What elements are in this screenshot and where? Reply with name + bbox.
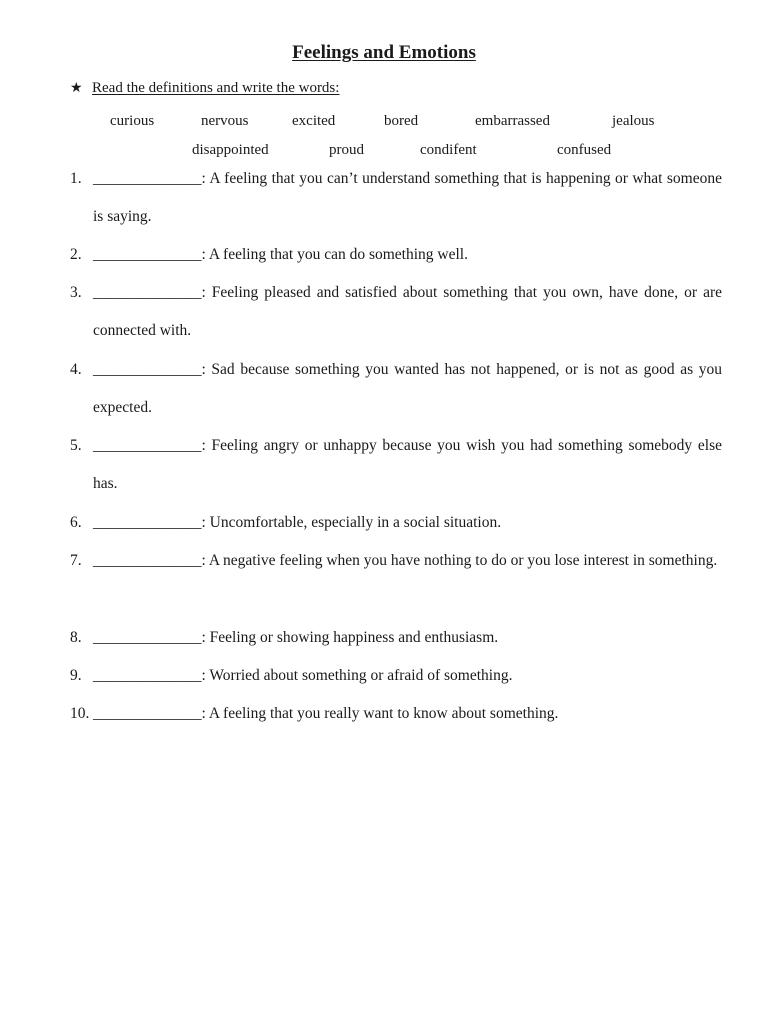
item-definition: : A feeling that you really want to know about something. bbox=[201, 705, 559, 722]
item-number: 10. bbox=[70, 705, 90, 722]
star-icon: ★ bbox=[70, 81, 83, 96]
word-bank-item: bored bbox=[384, 113, 419, 129]
item-body bbox=[93, 657, 722, 695]
list-item bbox=[70, 351, 722, 427]
item-body bbox=[93, 619, 722, 657]
item-definition: : Sad because something you wanted has not happened, or is not as good as you expected. bbox=[93, 361, 722, 416]
answer-blank[interactable]: ______________ bbox=[93, 246, 202, 263]
item-body bbox=[93, 504, 722, 542]
item-definition: : Feeling or showing happiness and enthusiasm. bbox=[201, 629, 499, 646]
answer-blank[interactable]: ______________ bbox=[93, 170, 202, 187]
item-definition: : Worried about something or afraid of something. bbox=[201, 667, 513, 684]
item-body bbox=[93, 160, 722, 236]
answer-blank[interactable]: ______________ bbox=[93, 361, 202, 378]
list-item bbox=[70, 504, 722, 542]
word-bank-item: condifent bbox=[420, 142, 477, 158]
word-bank-item: nervous bbox=[201, 113, 249, 129]
answer-blank[interactable]: ______________ bbox=[93, 667, 202, 684]
answer-blank[interactable]: ______________ bbox=[93, 284, 202, 301]
item-number: 8. bbox=[70, 629, 82, 646]
item-number: 7. bbox=[70, 552, 82, 569]
list-item bbox=[70, 160, 722, 236]
answer-blank[interactable]: ______________ bbox=[93, 629, 202, 646]
list-item bbox=[70, 274, 722, 350]
item-body bbox=[93, 695, 722, 733]
item-number: 5. bbox=[70, 437, 82, 454]
word-bank-item: excited bbox=[292, 113, 336, 129]
item-definition: : A feeling that you can do something well. bbox=[201, 246, 468, 263]
list-item bbox=[70, 236, 722, 274]
answer-blank[interactable]: ______________ bbox=[93, 514, 202, 531]
item-body bbox=[93, 351, 722, 427]
instruction-text: Read the definitions and write the words: bbox=[92, 80, 340, 96]
item-body bbox=[93, 542, 722, 580]
list-item bbox=[70, 695, 722, 733]
word-bank-item: embarrassed bbox=[475, 113, 550, 129]
word-bank-item: confused bbox=[557, 142, 612, 158]
item-number: 2. bbox=[70, 246, 82, 263]
instruction bbox=[70, 78, 339, 99]
answer-blank[interactable]: ______________ bbox=[93, 705, 202, 722]
list-item bbox=[70, 427, 722, 503]
word-bank-item: disappointed bbox=[192, 142, 269, 158]
item-definition: : A feeling that you can’t understand something that is happening or what someone is saying. bbox=[93, 170, 722, 225]
word-bank-item: curious bbox=[110, 113, 155, 129]
item-definition: : A negative feeling when you have nothing to do or you lose interest in something. bbox=[201, 552, 718, 569]
item-body bbox=[93, 274, 722, 350]
answer-blank[interactable]: ______________ bbox=[93, 437, 202, 454]
word-bank-item: proud bbox=[329, 142, 364, 158]
item-definition: : Uncomfortable, especially in a social situation. bbox=[201, 514, 502, 531]
item-number: 9. bbox=[70, 667, 82, 684]
item-definition: : Feeling angry or unhappy because you wish you had something somebody else has. bbox=[93, 437, 722, 492]
word-bank-item: jealous bbox=[612, 113, 655, 129]
answer-blank[interactable]: ______________ bbox=[93, 552, 202, 569]
list-item bbox=[70, 657, 722, 695]
page-title: Feelings and Emotions bbox=[292, 42, 476, 63]
list-item bbox=[70, 619, 722, 657]
item-definition: : Feeling pleased and satisfied about something that you own, have done, or are connected with. bbox=[93, 284, 722, 339]
item-number: 6. bbox=[70, 514, 82, 531]
item-number: 1. bbox=[70, 170, 82, 187]
item-body bbox=[93, 427, 722, 503]
item-number: 4. bbox=[70, 361, 82, 378]
item-number: 3. bbox=[70, 284, 82, 301]
item-body bbox=[93, 236, 722, 274]
list-item bbox=[70, 542, 722, 580]
